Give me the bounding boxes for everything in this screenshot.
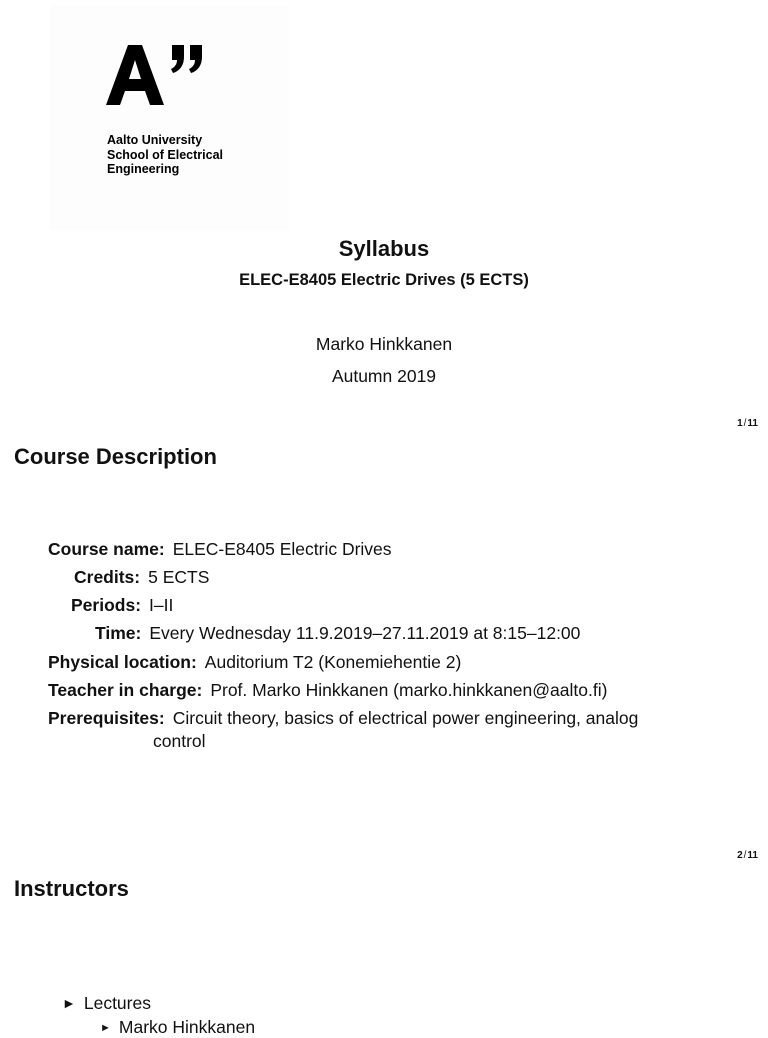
logo-line-3: Engineering [107, 162, 180, 176]
time-row [95, 623, 580, 644]
periods-value: I–II [149, 595, 174, 615]
logo-line-2: School of Electrical [107, 147, 224, 162]
author-name: Marko Hinkkanen [315, 334, 453, 354]
bullet-text: Lectures [83, 993, 151, 1013]
prerequisites-continuation: control [153, 731, 206, 751]
logo-text [107, 133, 223, 177]
bullet-triangle-small-icon: ► [100, 1022, 111, 1034]
prerequisites-value: Circuit theory, basics of electrical power engineering, analog [172, 708, 639, 728]
course-name-value: ELEC-E8405 Electric Drives [172, 539, 392, 559]
slide-title: Syllabus [338, 236, 430, 261]
aalto-logo [50, 5, 290, 230]
periods-label: Periods: [71, 595, 142, 615]
bullet-triangle-icon: ► [62, 995, 76, 1011]
course-name-label: Course name: [48, 539, 165, 559]
page-number: 1/11 [737, 418, 758, 429]
time-label: Time: [95, 623, 142, 643]
page-current: 2 [737, 850, 743, 861]
course-name-row [48, 539, 392, 560]
page-current: 1 [737, 418, 743, 429]
section-title-course-description: Course Description [14, 444, 217, 469]
prerequisites-label: Prerequisites: [48, 708, 165, 728]
logo-line-1: Aalto University [107, 133, 203, 147]
list-item [62, 993, 151, 1014]
location-row [48, 652, 461, 673]
slide-subtitle: ELEC-E8405 Electric Drives (5 ECTS) [239, 271, 529, 289]
time-value: Every Wednesday 11.9.2019–27.11.2019 at 8:15–12:00 [149, 623, 581, 643]
page-number: 2/11 [737, 850, 758, 861]
prerequisites-row [48, 708, 638, 729]
teacher-label: Teacher in charge: [48, 680, 203, 700]
credits-label: Credits: [74, 567, 141, 587]
periods-row [71, 595, 173, 616]
location-value: Auditorium T2 (Konemiehentie 2) [204, 652, 462, 672]
credits-row [74, 567, 209, 588]
credits-value: 5 ECTS [148, 567, 210, 587]
aalto-a-logo-icon [106, 45, 206, 125]
page-total: 11 [747, 418, 758, 429]
date-label: Autumn 2019 [331, 366, 437, 386]
section-title-instructors: Instructors [14, 876, 129, 901]
page-total: 11 [747, 850, 758, 861]
teacher-value: Prof. Marko Hinkkanen (marko.hinkkanen@aalto.fi) [210, 680, 608, 700]
sub-bullet-text: Marko Hinkkanen [118, 1017, 256, 1037]
teacher-row [48, 680, 607, 701]
sub-list-item [100, 1017, 255, 1038]
location-label: Physical location: [48, 652, 197, 672]
